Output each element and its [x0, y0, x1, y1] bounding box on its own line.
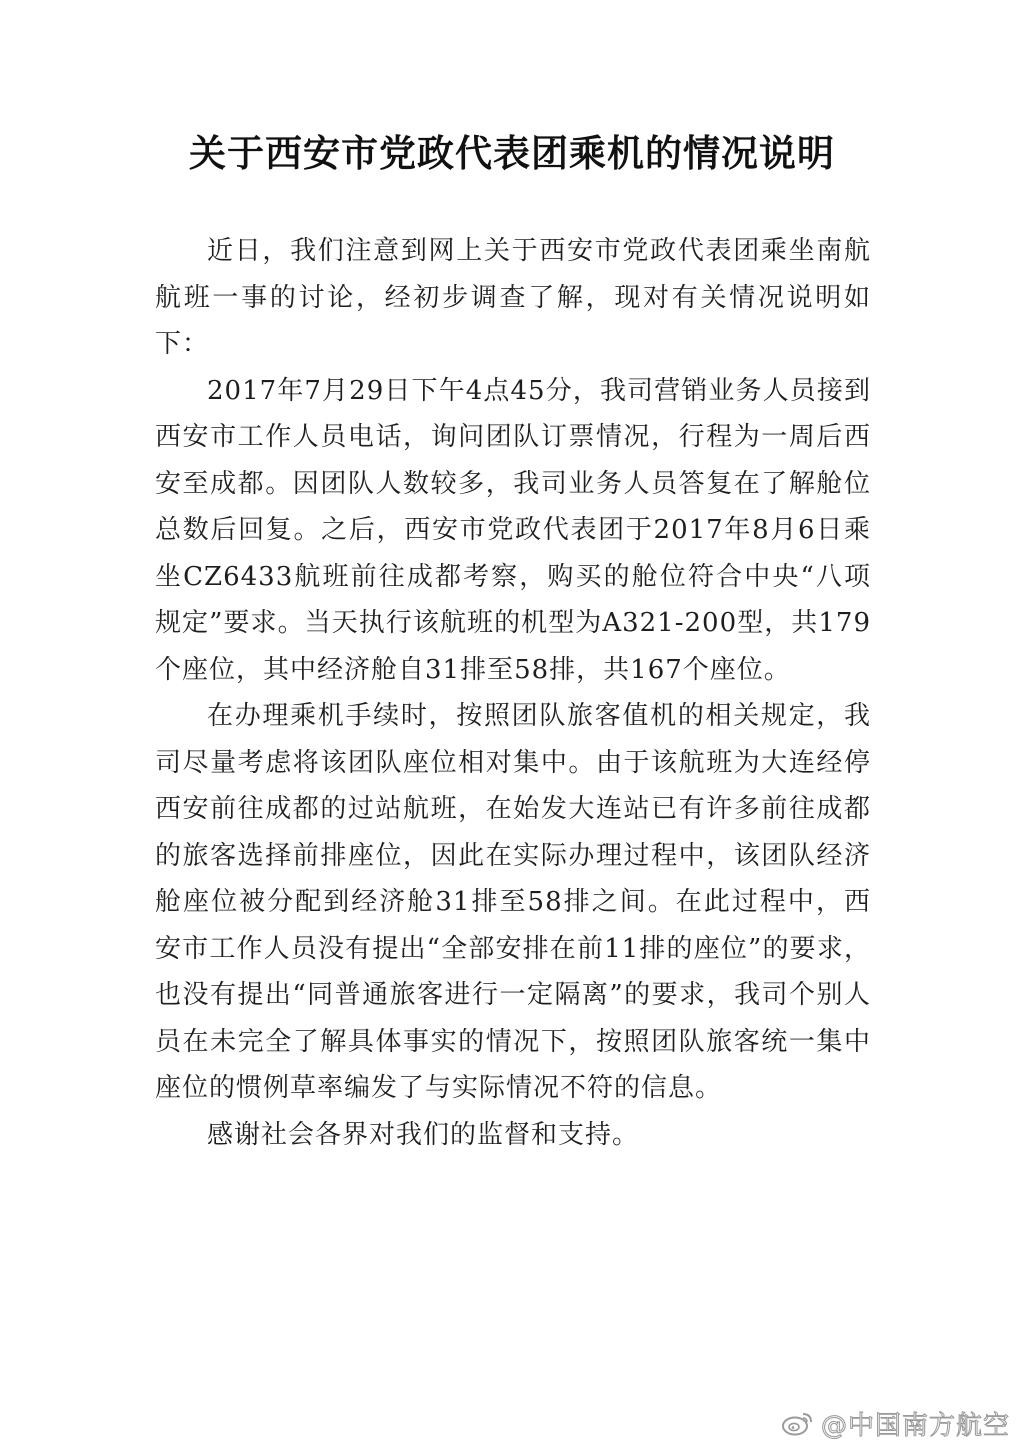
- watermark-text: @中国南方航空: [820, 1410, 1010, 1441]
- paragraph-thanks: 感谢社会各界对我们的监督和支持。: [207, 1119, 640, 1150]
- document-title: 关于西安市党政代表团乘机的情况说明: [189, 131, 835, 175]
- weibo-watermark: [781, 1406, 1010, 1440]
- document-body: [155, 228, 871, 1158]
- paragraph-checkin: 在办理乘机手续时，按照团队旅客值机的相关规定，我司尽量考虑将该团队座位相对集中。由于该航班为大连经停西安前往成都的过站航班，在始发大连站已有许多前往成都的旅客选择前排座位，因此在实际办理过程中，该团队经济舱座位被分配到经济舱31排至58排之间。在此过程中，西安市工作人员没有提出“全部安排在前11排的座位”的要求，也没有提出“同普通旅客进行一定隔离”的要求，我司个别人员在未完全了解具体事实的情况下，按照团队旅客统一集中座位的惯例草率编发了与实际情况不符的信息。: [155, 701, 871, 1103]
- paragraph-booking: 2017年7月29日下午4点45分，我司营销业务人员接到西安市工作人员电话，询问团队订票情况，行程为一周后西安至成都。因团队人数较多，我司业务人员答复在了解舱位总数后回复。之后，西安市党政代表团于2017年8月6日乘坐CZ6433航班前往成都考察，购买的舱位符合中央“八项规定”要求。当天执行该航班的机型为A321-200型，共179个座位，其中经济舱自31排至58排，共167个座位。: [155, 375, 871, 685]
- weibo-icon: [781, 1409, 815, 1437]
- paragraph-intro: 近日，我们注意到网上关于西安市党政代表团乘坐南航航班一事的讨论，经初步调查了解，现对有关情况说明如下：: [155, 236, 871, 359]
